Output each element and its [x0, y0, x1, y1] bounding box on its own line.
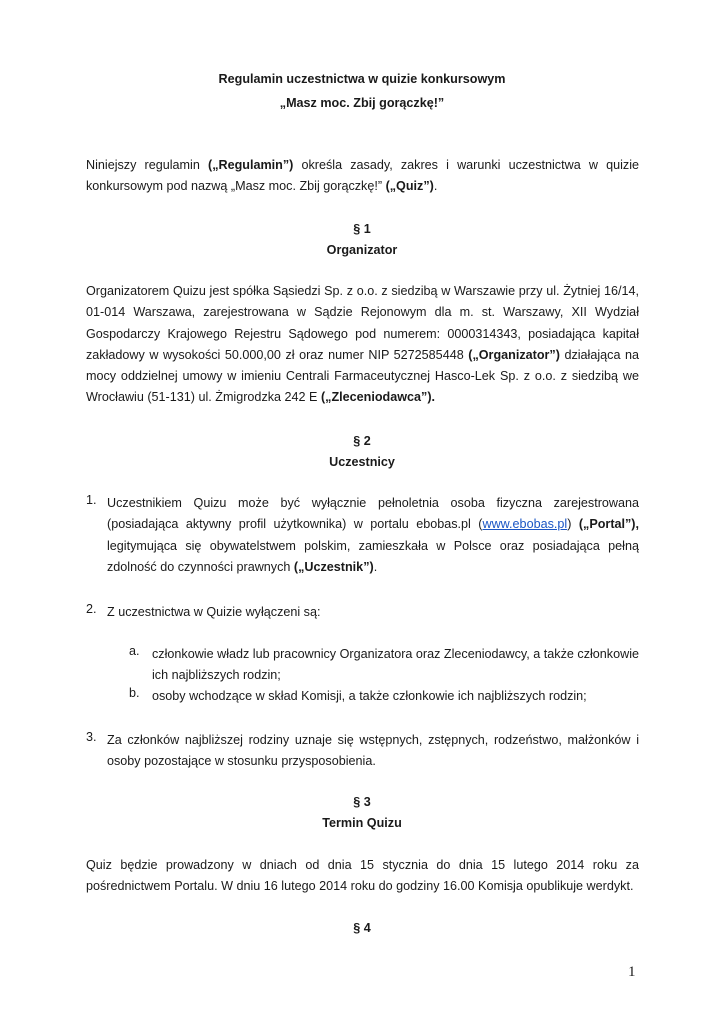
section-3-paragraph: Quiz będzie prowadzony w dniach od dnia 15 stycznia do dnia 15 lutego 2014 roku za pośrednictwem Portalu. W dniu 16 lutego 2014 roku do godziny 16.00 Komisja opublikuje werdykt. — [86, 858, 639, 894]
sublist-item-b: osoby wchodzące w skład Komisji, a także członkowie ich najbliższych rodzin; — [152, 689, 587, 703]
sublist-item-b-label: b. — [129, 686, 140, 700]
list-item-1-number: 1. — [86, 493, 97, 507]
section-4-number: § 4 — [353, 921, 371, 935]
section-3-number: § 3 — [353, 795, 371, 809]
section-1-number: § 1 — [353, 222, 371, 236]
list-item-3: Za członków najbliższej rodziny uznaje się wstępnych, zstępnych, rodzeństwo, małżonków i osoby pozostające w stosunku przysposobienia. — [107, 733, 639, 769]
section-2-number: § 2 — [353, 434, 371, 448]
document-subtitle: „Masz moc. Zbij gorączkę!” — [279, 96, 445, 110]
section-1-paragraph: Organizatorem Quizu jest spółka Sąsiedzi Sp. z o.o. z siedzibą w Warszawie przy ul. Żytniej 16/14, 01-014 Warszawa, zarejestrowana w Sądzie Rejonowym dla m. st. Warszawy, XII Wydział Gospodarczy Krajowego Rejestru Sądowego pod numerem: 0000314343, posiadająca kapitał zakładowy w wysokości 50.000,00 zł oraz numer NIP 5272585448 („Organizator”) działająca na mocy oddzielnej umowy w imieniu Centrali Farmaceutycznej Hasco-Lek Sp. z o.o. z siedzibą we Wrocławiu (51-131) ul. Żmigrodzka 242 E („Zleceniodawca”). — [86, 284, 639, 405]
page-number: 1 — [628, 964, 636, 980]
section-2-heading: Uczestnicy — [329, 455, 395, 469]
list-item-2-number: 2. — [86, 602, 97, 616]
section-1-heading: Organizator — [326, 243, 398, 257]
portal-link[interactable]: www.ebobas.pl — [482, 517, 568, 532]
sublist-item-a-label: a. — [129, 644, 140, 658]
sublist-item-a: członkowie władz lub pracownicy Organizatora oraz Zleceniodawcy, a także członkowie ich najbliższych rodzin; — [152, 647, 639, 683]
list-item-1: Uczestnikiem Quizu może być wyłącznie pełnoletnia osoba fizyczna zarejestrowana (posiadająca aktywny profil użytkownika) w portalu ebobas.pl (www.ebobas.pl) („Portal”), legitymująca się obywatelstwem polskim, zamieszkała w Polsce oraz posiadająca pełną zdolność do czynności prawnych („Uczestnik”). — [107, 496, 639, 574]
list-item-2: Z uczestnictwa w Quizie wyłączeni są: — [107, 605, 321, 619]
section-3-heading: Termin Quizu — [322, 816, 402, 830]
intro-paragraph: Niniejszy regulamin („Regulamin”) określa zasady, zakres i warunki uczestnictwa w quizie konkursowym pod nazwą „Masz moc. Zbij gorączkę!” („Quiz”). — [86, 158, 640, 194]
list-item-3-number: 3. — [86, 730, 97, 744]
document-title: Regulamin uczestnictwa w quizie konkursowym — [218, 72, 506, 86]
